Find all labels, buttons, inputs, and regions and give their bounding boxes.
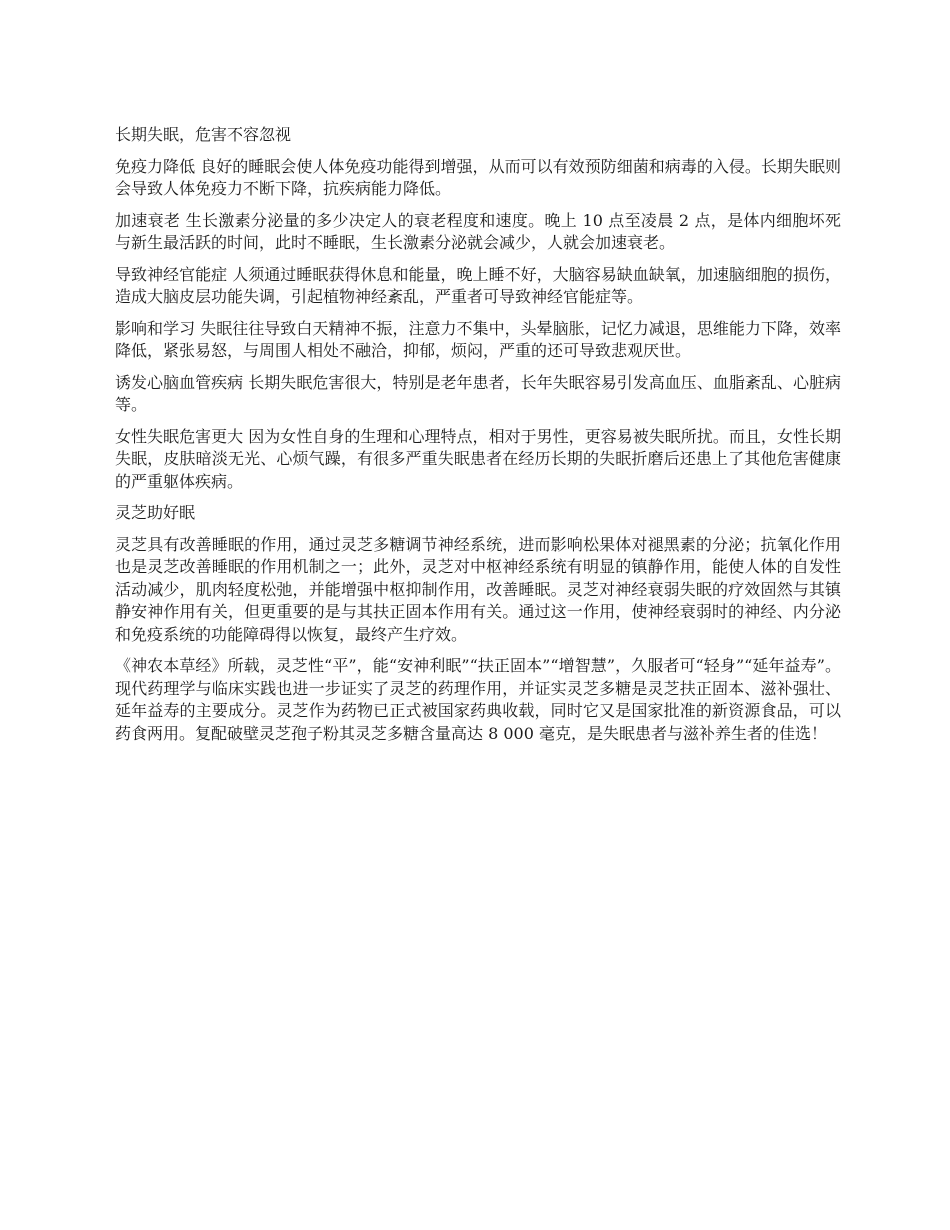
- paragraph-cardiovascular: 诱发心脑血管疾病 长期失眠危害很大，特别是老年患者，长年失眠容易引发高血压、血脂紊乱、心脏病等。: [115, 372, 841, 414]
- section-heading-insomnia-harm: 长期失眠，危害不容忽视: [115, 125, 292, 144]
- paragraph-work-study: 影响和学习 失眠往往导致白天精神不振，注意力不集中，头晕脑胀，记忆力减退，思维能力下降，效率降低，紧张易怒，与周围人相处不融洽，抑郁，烦闷，严重的还可导致悲观厌世。: [115, 318, 841, 360]
- paragraph-immunity: 免疫力降低 良好的睡眠会使人体免疫功能得到增强，从而可以有效预防细菌和病毒的入侵。长期失眠则会导致人体免疫力不断下降，抗疾病能力降低。: [115, 156, 841, 198]
- paragraph-shennong: 《神农本草经》所载，灵芝性“平”，能“安神利眠”“扶正固本”“增智慧”，久服者可“轻身”“延年益寿”。现代药理学与临床实践也进一步证实了灵芝的药理作用，并证实灵芝多糖是灵芝扶正固本、滋补强壮、延年益寿的主要成分。灵芝作为药物已正式被国家药典收载，同时它又是国家批准的新资源食品，可以药食两用。复配破壁灵芝孢子粉其灵芝多糖含量高达 8 000 毫克，是失眠患者与滋补养生者的佳选！: [115, 656, 841, 743]
- paragraph-aging: 加速衰老 生长激素分泌量的多少决定人的衰老程度和速度。晚上 10 点至凌晨 2 点，是体内细胞坏死与新生最活跃的时间，此时不睡眠，生长激素分泌就会减少，人就会加速衰老。: [115, 210, 841, 252]
- paragraph-lingzhi-sleep: 灵芝具有改善睡眠的作用，通过灵芝多糖调节神经系统，进而影响松果体对褪黑素的分泌；抗氧化作用也是灵芝改善睡眠的作用机制之一；此外，灵芝对中枢神经系统有明显的镇静作用，能使人体的自发性活动减少，肌肉轻度松弛，并能增强中枢抑制作用，改善睡眠。灵芝对神经衰弱失眠的疗效固然与其镇静安神作用有关，但更重要的是与其扶正固本作用有关。通过这一作用，使神经衰弱时的神经、内分泌和免疫系统的功能障碍得以恢复，最终产生疗效。: [115, 534, 841, 644]
- document-body: [115, 124, 841, 754]
- paragraph-neurosis: 导致神经官能症 人须通过睡眠获得休息和能量，晚上睡不好，大脑容易缺血缺氧，加速脑细胞的损伤，造成大脑皮层功能失调，引起植物神经紊乱，严重者可导致神经官能症等。: [115, 264, 841, 306]
- paragraph-women: 女性失眠危害更大 因为女性自身的生理和心理特点，相对于男性，更容易被失眠所扰。而且，女性长期失眠，皮肤暗淡无光、心烦气躁，有很多严重失眠患者在经历长期的失眠折磨后还患上了其他危害健康的严重躯体疾病。: [115, 426, 841, 491]
- section-heading-lingzhi: 灵芝助好眠: [115, 503, 196, 522]
